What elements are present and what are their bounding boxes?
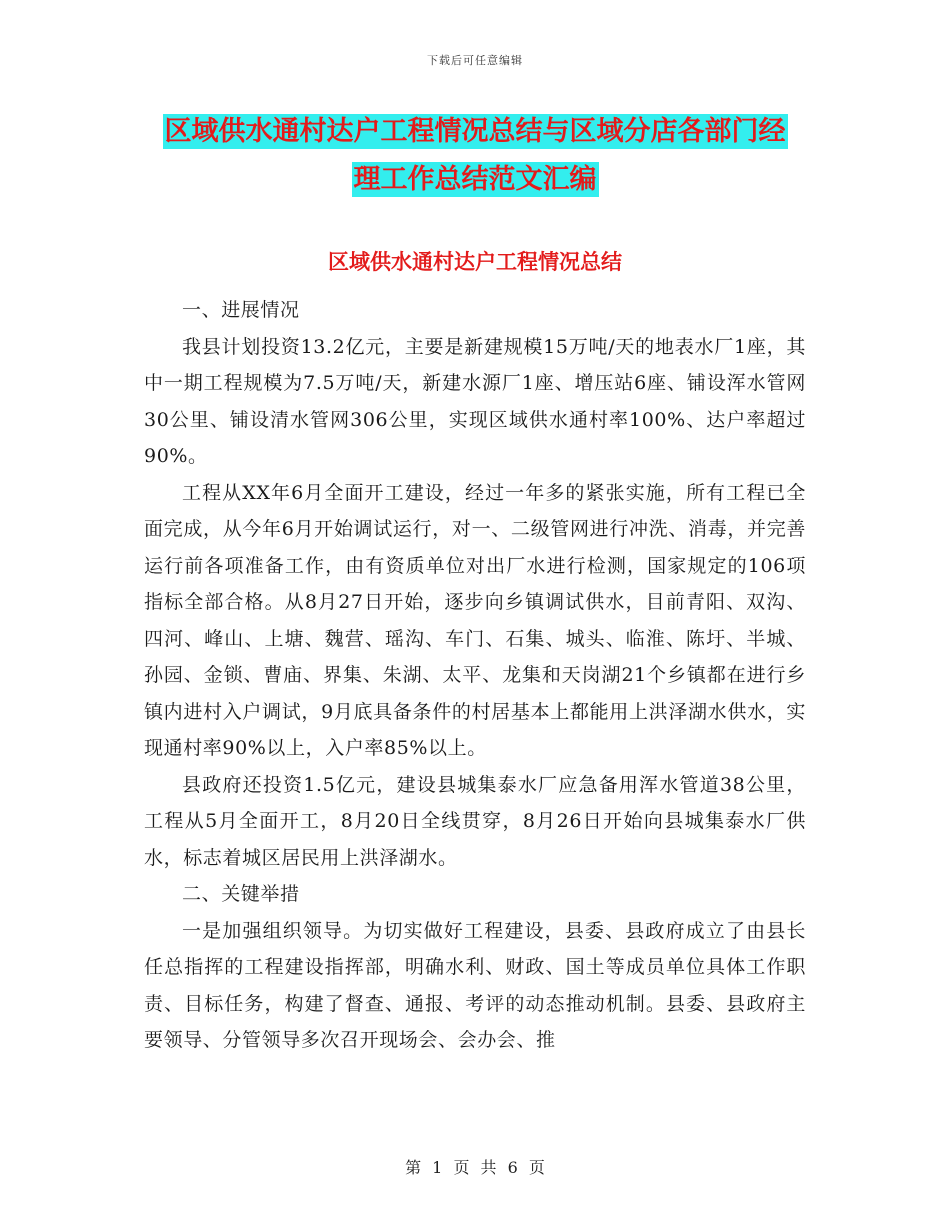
- heading-key-measures: 二、关键举措: [182, 883, 300, 905]
- document-title: [140, 108, 810, 204]
- page-footer: 第 1 页 共 6 页: [405, 1158, 545, 1177]
- page-header-note: 下载后可任意编辑: [427, 54, 523, 67]
- paragraph: 工程从XX年6月全面开工建设，经过一年多的紧张实施，所有工程已全面完成，从今年6月开始调试运行，对一、二级管网进行冲洗、消毒，并完善运行前各项准备工作，由有资质单位对出厂水进行检测，国家规定的106项指标全部合格。从8月27日开始，逐步向乡镇调试供水，目前青阳、双沟、四河、峰山、上塘、魏营、瑶沟、车门、石集、城头、临淮、陈圩、半城、孙园、金锁、曹庙、界集、朱湖、太平、龙集和天岗湖21个乡镇都在进行乡镇内进村入户调试，9月底具备条件的村居基本上都能用上洪泽湖水供水，实现通村率90%以上，入户率85%以上。: [144, 481, 806, 759]
- heading-progress: 一、进展情况: [182, 299, 300, 321]
- document-title-line1: 区域供水通村达户工程情况总结与区域分店各部门经: [164, 116, 786, 147]
- paragraph: 我县计划投资13.2亿元，主要是新建规模15万吨/天的地表水厂1座，其中一期工程规模为7.5万吨/天，新建水源厂1座、增压站6座、铺设浑水管网30公里、铺设清水管网306公里，实现区域供水通村率100%、达户率超过90%。: [144, 335, 806, 467]
- paragraph: 一是加强组织领导。为切实做好工程建设，县委、县政府成立了由县长任总指挥的工程建设指挥部，明确水利、财政、国土等成员单位具体工作职责、目标任务，构建了督查、通报、考评的动态推动机制。县委、县政府主要领导、分管领导多次召开现场会、会办会、推: [144, 919, 806, 1051]
- document-title-line2: 理工作总结范文汇编: [353, 164, 597, 195]
- section-title: 区域供水通村达户工程情况总结: [328, 250, 622, 274]
- body-text: [144, 292, 806, 1059]
- paragraph: 县政府还投资1.5亿元，建设县城集泰水厂应急备用浑水管道38公里，工程从5月全面开工，8月20日全线贯穿，8月26日开始向县城集泰水厂供水，标志着城区居民用上洪泽湖水。: [144, 773, 806, 869]
